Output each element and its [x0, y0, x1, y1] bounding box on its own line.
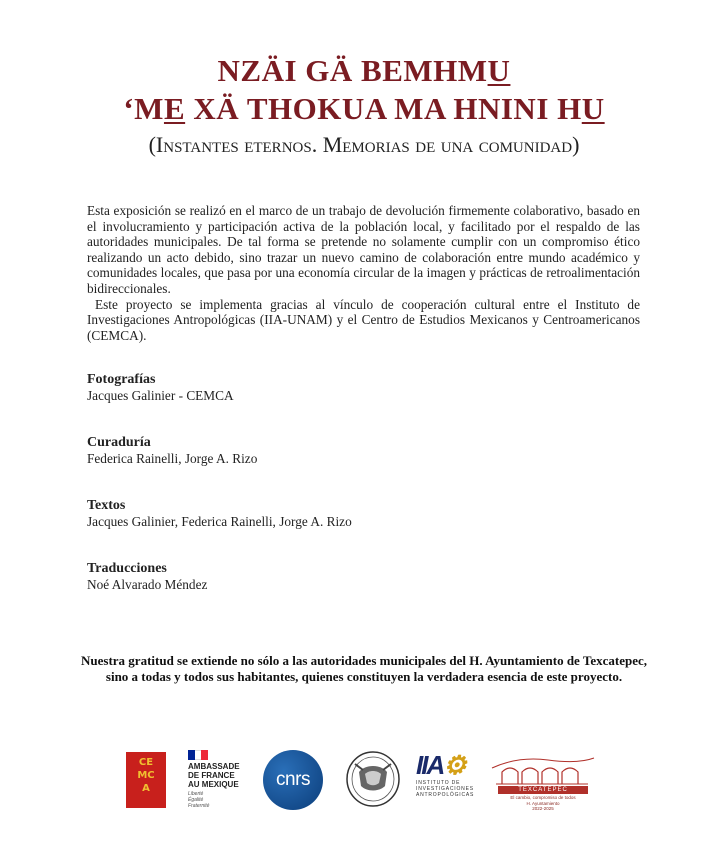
title-line-2	[0, 90, 728, 128]
title-part-a: ‘M	[123, 91, 164, 126]
credit-label: Traducciones	[87, 561, 167, 576]
iia-mark-text: IIA	[416, 750, 444, 780]
credit-translations	[87, 561, 207, 593]
texcatepec-subtitle: El cambio, compromiso de todos H. Ayuntamiento 2022-2025	[510, 795, 576, 811]
texcatepec-arches-icon	[488, 750, 598, 786]
iia-logo	[416, 750, 474, 798]
texcatepec-logo	[488, 750, 598, 812]
credit-value: Federica Rainelli, Jorge A. Rizo	[87, 451, 258, 466]
ambassade-name: AMBASSADE DE FRANCE AU MEXIQUE	[188, 762, 240, 789]
acknowledgement-line-2: sino a todas y todos sus habitantes, quienes constituyen la verdadera esencia de este proyecto.	[105, 669, 623, 684]
credit-label: Fotografías	[87, 372, 156, 387]
credit-curation	[87, 435, 257, 467]
description-paragraph-2: Este proyecto se implementa gracias al vínculo de cooperación cultural entre el Instituto de Investigaciones Antropológicas (IIA-UNAM) y el Centro de Estudios Mexicanos y Centroamericanos (CEMCA).	[87, 296, 640, 343]
title-line-1	[0, 52, 728, 90]
cnrs-logo	[263, 750, 323, 810]
credit-value: Jacques Galinier - CEMCA	[87, 388, 234, 403]
credit-value: Jacques Galinier, Federica Rainelli, Jorge A. Rizo	[87, 514, 352, 529]
credit-value: Noé Alvarado Méndez	[87, 577, 208, 592]
credit-label: Curaduría	[87, 435, 151, 450]
title-part-d: U	[581, 91, 605, 126]
exhibition-subtitle: (Instantes eternos. Memorias de una comunidad)	[148, 132, 580, 157]
exhibition-title	[0, 52, 728, 128]
cnrs-logo-text: cnrs	[276, 769, 310, 790]
iia-name: INSTITUTO DE INVESTIGACIONES ANTROPOLÓGICAS	[416, 780, 475, 798]
iia-gear-icon: ⚙	[443, 750, 465, 780]
unam-seal-icon	[345, 750, 401, 808]
ambassade-motto: Liberté Égalité Fraternité	[188, 791, 210, 809]
title-line-1-underlined: U	[487, 53, 511, 88]
texcatepec-name: TEXCATEPEC	[498, 786, 588, 794]
french-flag-icon	[188, 750, 208, 760]
cemca-logo	[126, 752, 166, 808]
description-paragraph-1: Esta exposición se realizó en el marco de un trabajo de devolución firmemente colaborativo, basado en el involucramiento y participación activa de la población local, y facilitado por el respaldo de las autoridades municipales. De tal forma se pretende no solamente cumplir con un compromiso ético realizando un acto debido, sino trazar un nuevo camino de colaboración entre mundo académico y comunidades locales, que pasa por una economía circular de la imagen y prácticas de retroalimentación bidireccionales.	[87, 203, 640, 296]
acknowledgement	[40, 653, 688, 685]
title-part-b: E	[163, 91, 186, 126]
acknowledgement-line-1: Nuestra gratitud se extiende no sólo a las autoridades municipales del H. Ayuntamiento de Texcatepec,	[81, 653, 647, 668]
cemca-logo-text: CE MC A	[137, 757, 155, 794]
ambassade-france-logo	[188, 750, 258, 809]
title-line-1-main: NZÄI GÄ BEMHM	[217, 53, 488, 88]
credit-texts	[87, 498, 352, 530]
sponsor-logos	[0, 748, 728, 818]
credit-photography	[87, 372, 234, 404]
description	[87, 203, 640, 343]
iia-mark	[416, 750, 474, 780]
credit-label: Textos	[87, 498, 126, 513]
title-part-c: XÄ THOKUA MA HNINI H	[185, 91, 582, 126]
